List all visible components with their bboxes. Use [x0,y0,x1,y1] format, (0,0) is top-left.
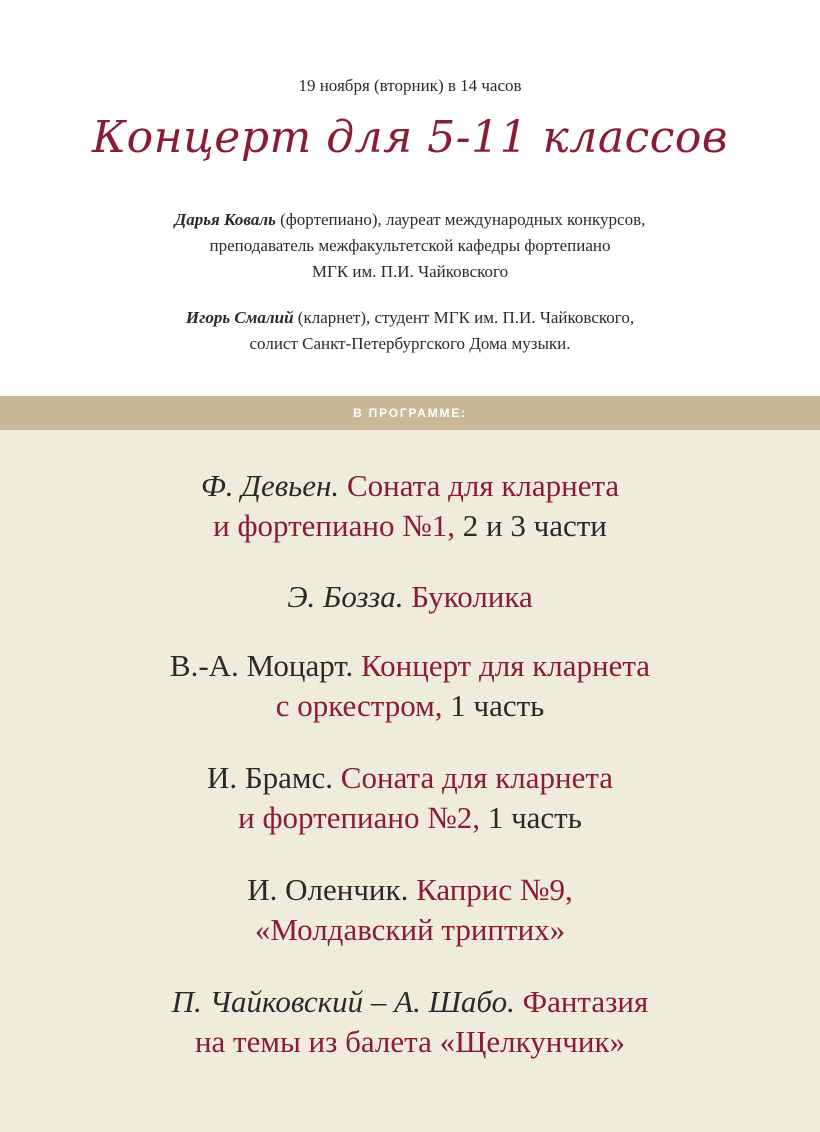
work-title: Соната для кларнета [339,468,620,503]
performer-description: солист Санкт-Петербургского Дома музыки. [249,334,571,353]
program-item [0,870,820,950]
performer-name: Дарья Коваль [174,210,276,229]
work-title: с оркестром, [275,688,443,723]
composer-name: В.-А. Моцарт. [169,648,354,683]
work-title: Соната для кларнета [333,760,614,795]
performer-name: Игорь Смалий [185,308,294,327]
work-title: и фортепиано №2, [238,800,481,835]
program-item [0,466,820,546]
work-title: и фортепиано №1, [213,508,456,543]
program-heading: В ПРОГРАММЕ: [0,396,820,430]
performer-block [0,207,820,285]
work-parts: 2 и 3 части [455,508,607,543]
work-title: на темы из балета «Щелкунчик» [194,1024,626,1059]
composer-name: Э. Бозза. [287,579,404,614]
program-item [0,982,820,1062]
work-parts: 1 часть [442,688,545,723]
work-title: Фантазия [514,984,649,1019]
work-title: Каприс №9, [408,872,573,907]
performer-description: преподаватель межфакультетской кафедры фортепиано [209,236,611,255]
program-item [0,577,820,617]
composer-name: И. Брамс. [206,760,334,795]
composer-name: П. Чайковский – А. Шабо. [171,984,515,1019]
program-item [0,758,820,838]
composer-name: Ф. Девьен. [200,468,340,503]
program-item [0,646,820,726]
performer-description: (кларнет), студент МГК им. П.И. Чайковского, [293,308,635,327]
performer-description: (фортепиано), лауреат международных конкурсов, [275,210,646,229]
header-section [0,0,820,396]
performer-block [0,305,820,357]
composer-name: И. Оленчик. [247,872,409,907]
work-title: Концерт для кларнета [353,648,651,683]
concert-title: Концерт для 5-11 классов [92,112,728,163]
concert-date: 19 ноября (вторник) в 14 часов [298,76,522,95]
work-parts: 1 часть [480,800,582,835]
performer-description: МГК им. П.И. Чайковского [311,262,509,281]
work-title: «Молдавский триптих» [254,912,566,947]
work-title: Буколика [403,579,533,614]
